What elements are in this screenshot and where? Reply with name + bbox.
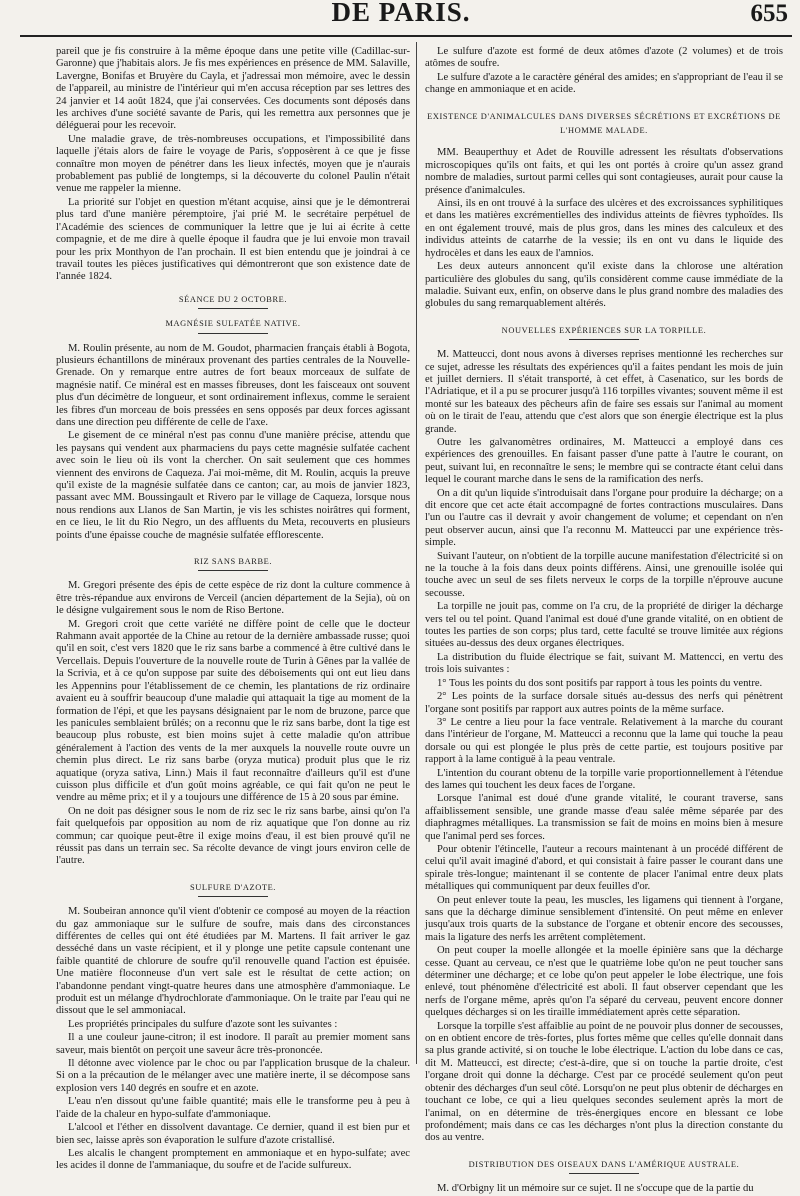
heading-rule: [198, 570, 268, 571]
column-divider: [416, 42, 417, 1064]
paragraph: Les deux auteurs annoncent qu'il existe dans la chlorose une altération particulière des globules du sang, qu'ils considèrent comme cause immédiate de la maladie. Suivant eux, enfin, on observe dans le plus grand nombre des maladies des globules du sang remarquablement altérés.: [425, 261, 783, 310]
paragraph: L'intention du courant obtenu de la torpille varie proportionnellement à l'étendue des lames qui touchent les deux faces de l'organe.: [425, 767, 783, 791]
paragraph: La distribution du fluide électrique se fait, suivant M. Mattencci, en vertu des trois lois suivantes :: [425, 651, 783, 676]
page-number: 655: [750, 0, 788, 27]
section-subheading-animalcules: L'HOMME MALADE.: [560, 126, 648, 136]
page-header: [0, 0, 800, 42]
paragraph: 1° Tous les points du dos sont positifs par rapport à tous les points du ventre.: [437, 677, 763, 689]
section-heading-riz: RIZ SANS BARBE.: [193, 557, 273, 567]
heading-rule: [569, 339, 639, 340]
session-heading: SÉANCE DU 2 OCTOBRE.: [178, 294, 288, 304]
paragraph: Outre les galvanomètres ordinaires, M. Matteucci a employé dans ces expériences des grenouilles. En faisant passer d'une patte à l'autre le courant, on peut, suivant lui, en reconnaître le sens; le membre qui se contracte étant celui dans lequel le courant marche dans le sens de la ramification des nerfs.: [425, 436, 783, 486]
paragraph: M. d'Orbigny lit un mémoire sur ce sujet. Il ne s'occupe que de la partie du: [437, 1183, 754, 1195]
paragraph: Ainsi, ils en ont trouvé à la surface des ulcères et des excroissances syphilitiques et dans les matières excrémentielles des individus atteints de fièvres typhoïdes. Ils en ont également trouvé, mais de plus gros, dans les mines des calculeux et des individus atteints de catarrhe de la vessie; ils en ont vu dans le liquide des hydrocèles et dans les eaux de l'amnios.: [425, 198, 783, 259]
paragraph: 3° Le centre a lieu pour la face ventrale. Relativement à la marche du courant dans l'intérieur de l'organe, M. Matteucci a reconnu que la lame qui touche la peau dorsale ou qui est plongée le plus près de cette partie, est toujours positive par rapport à la lame contiguë à la peau ventrale.: [425, 716, 783, 766]
paragraph: Le sulfure d'azote est formé de deux atômes d'azote (2 volumes) et de trois atômes de soufre.: [425, 46, 783, 70]
section-heading-azote: SULFURE D'AZOTE.: [189, 882, 277, 892]
right-column: [425, 46, 783, 1195]
paragraph: Lorsque l'animal est doué d'une grande vitalité, le courant traverse, sans affaiblissement sensible, une grande masse d'eau salée même séparée par des diaphragmes métalliques. La transmission se fait de moins en moins bien à mesure que l'animal perd ses forces.: [425, 793, 783, 842]
paragraph: pareil que je fis construire à la même époque dans une petite ville (Cadillac-sur-Garonne) que j'habitais alors. Je fis mes expériences en présence de MM. Salaville, Lavergne, Bonifas et Bruyère du Cayla, et j'adressai mon mémoire, avec le dessin de l'appareil, au ministre de l'intérieur qui m'en accusa réception par ses lettres des 24 janvier et 14 août 1824, que j'ai conservées. Ces documents sont déposés dans les archives d'une société savante de Paris, qui les remettra aux personnes que je déléguerai pour les recevoir.: [56, 46, 410, 132]
paragraph: On ne doit pas désigner sous le nom de riz sec le riz sans barbe, ainsi qu'on l'a fait quelquefois par opposition au nom de riz aquatique que l'on donne au riz commun; car quoique peut-être il exige moins d'eau, il est bien prouvé qu'il ne réussit pas dans un terrain sec. Sa récolte devance de vingt jours environ celle de l'autre.: [56, 805, 410, 867]
paragraph: On a dit qu'un liquide s'introduisait dans l'organe pour produire la décharge; on a dit encore que cet acte était accompagné de fortes contractions musculaires. Dans l'un ou l'autre cas il devrait y avoir changement de volume; et cependant on n'en peut observer aucun, ainsi que l'a reconnu M. Matteucci par une expérience très-simple.: [425, 487, 783, 549]
paragraph: M. Gregori présente des épis de cette espèce de riz dont la culture commence à être très-répandue aux environs de Verceil (ancien département de la Sejia), où on le désigne vulgairement sous le nom de Riso Bertone.: [56, 580, 410, 617]
page-title: DE PARIS.: [331, 0, 471, 27]
paragraph: L'eau n'en dissout qu'une faible quantité; mais elle le transforme peu à peu à l'aide de la chaleur en hypo-sulfate d'ammoniaque.: [56, 1096, 410, 1120]
paragraph: La priorité sur l'objet en question m'étant acquise, ainsi que je le démontrerai plus tard d'une manière péremptoire, j'ai prié M. le secrétaire perpétuel de l'Académie des sciences de communiquer la lettre que je lui ai écrite à cette compagnie, et de me dire à quelle époque il faudra que je lui envoie mon travail pour les prix Monthyon de l'an prochain. Il est bien entendu que je joindrai à ce travail toutes les pièces justificatives qui démontreront que son existence date de l'année 1824.: [56, 196, 410, 283]
section-heading-magnesie: MAGNÉSIE SULFATÉE NATIVE.: [165, 319, 301, 329]
paragraph: M. Gregori croit que cette variété ne diffère point de celle que le docteur Rahmann avait apportée de la Chine au retour de la dernière ambassade russe; quoi qu'il en soit, c'est vers 1820 que le riz sans barbe a commencé à être cultivé dans le Vercellais. Depuis l'ouverture de la nouvelle route de Turin à Gênes par la vallée de la Scrivia, et à ce qu'on suppose par suite des déboisements qui ont eut lieu dans les Appennins pour l'établissement de ce chemin, les plantations de riz ordinaire avaient eu à souffrir beaucoup d'une maladie qui attaquait la tige au moment de la formation de l'épi, et que les paysans désignaient par le nom de bruzone, parce que les panicules semblaient brûlés; on a reconnu que le riz sans barbe, dont la tige est beaucoup plus robuste, est bien moins sujet à cette maladie qu'on attribue généralement à l'action des vents de la mer auxquels la nouvelle route ouvre un chemin plus direct. Le riz sans barbe (oryza mutica) produit plus que le riz aquatique (oryza sativa, Linn.) Mais il faut reconnaître d'ailleurs qu'il est d'une cuisson plus difficile et d'un goût moins agréable, ce qui fait qu'on ne peut le vendre au même prix; et il y a toujours une différence de 15 à 20 sous par émine.: [56, 618, 410, 804]
paragraph: Pour obtenir l'étincelle, l'auteur a recours maintenant à un procédé différent de celui qu'il avait imaginé d'abord, et qui consistait à faire passer le courant dans une spirale très-longue; maintenant il se contente de placer l'animal entre deux plats métalliques qui communiquent par deux feuilles d'or.: [425, 843, 783, 893]
paragraph: L'alcool et l'éther en dissolvent davantage. Ce dernier, quand il est bien pur et bien sec, laisse après son évaporation le sulfure d'azote cristallisé.: [56, 1122, 410, 1146]
section-heading-oiseaux: DISTRIBUTION DES OISEAUX DANS L'AMÉRIQUE AUSTRALE.: [468, 1159, 740, 1169]
paragraph: On peut couper la moelle allongée et la moelle épinière sans que la décharge cesse. Quant au cerveau, ce n'est que le quatrième lobe qu'on ne peut toucher sans déterminer une décharge; et ce lobe qu'on peut appeler le lobe électrique, une fois enlevé, tout phénomène d'électricité est aboli. Il faut observer cependant que les nerfs de l'organe même, après qu'on l'a séparé du cerveau, peuvent encore donner quelques décharges si on les tiraille immédiatement après cette séparation.: [425, 945, 783, 1019]
paragraph: La torpille ne jouit pas, comme on l'a cru, de la propriété de diriger la décharge vers tel ou tel point. Quand l'animal est doué d'une grande vitalité, on en obtient de toutes les parties de son corps; plus tard, cette faculté se trouve limitée aux régions situées au-dessus des deux organes électriques.: [425, 601, 783, 650]
paragraph: M. Matteucci, dont nous avons à diverses reprises mentionné les recherches sur ce sujet, adresse les résultats des expériences qu'il a faites pendant les mois de juin et juillet derniers. Il s'était transporté, à cet effet, à Casenatico, sur les bords de l'Adriatique, et il a pu se procurer jusqu'à 116 torpilles vivantes; souvent même il est monté sur les bateaux des pêcheurs afin de faire ses essais sur l'animal au moment où on le tirait de l'eau, attendu que c'est alors que son énergie électrique est la plus grande.: [425, 349, 783, 435]
paragraph: Lorsque la torpille s'est affaiblie au point de ne pouvoir plus donner de secousses, on en obtient encore de très-fortes, plus fortes même que celles qu'elle donnait dans sa plus grande activité, si on touche le lobe électrique. L'action du lobe dans ce cas, dit M. Matteucci, est directe; c'est-à-dire, que si on touche la partie droite, c'est l'organe droit qui donne la décharge. C'est par ce procédé seulement qu'on peut obtenir des décharges d'un seul côté. Lorsqu'on ne peut plus obtenir de décharges en touchant ce lobe, ce qui a lieu quelques secondes seulement après la mort de l'animal, on en détermine de très-énergiques encore en blessant ce lobe profondément; mais dans ce cas les décharges n'ont plus la direction constante du dos au ventre.: [425, 1020, 783, 1144]
paragraph: M. Soubeiran annonce qu'il vient d'obtenir ce composé au moyen de la réaction du gaz ammoniaque sur le sulfure de soufre, mais dans des circonstances différentes de celles qui ont été étudiées par M. Martens. Il fait arriver le gaz desséché dans un vaste récipient, et il y plonge une petite capsule contenant une faible quantité de chlorure de soufre qu'il renouvelle quand l'action est épuisée. Une matière floconneuse d'un vert sale est le résultat de cette action; on l'abandonne pendant vingt-quatre heures dans une atmosphère d'ammoniaque. Le produit est un mélange d'hydrochlorate d'ammoniaque. On le traite par l'eau qui ne dissout que le sel ammoniacal.: [56, 906, 410, 1017]
heading-rule: [569, 1173, 639, 1174]
paragraph: 2° Les points de la surface dorsale situés au-dessus des nerfs qui pénètrent l'organe sont positifs par rapport aux autres points de la même surface.: [425, 691, 783, 715]
section-heading-animalcules: EXISTENCE D'ANIMALCULES DANS DIVERSES SÉCRÉTIONS ET EXCRÉTIONS DE: [427, 111, 781, 121]
paragraph: MM. Beauperthuy et Adet de Rouville adressent les résultats d'observations microscopiques qu'ils ont faits, et qui les ont portés à croire qu'un assez grand nombre de maladies, surtout parmi celles qui sont contagieuses, aurait pour cause la présence d'animalcules.: [425, 147, 783, 196]
paragraph: Suivant l'auteur, on n'obtient de la torpille aucune manifestation d'électricité si on ne la touche à la fois dans deux points différens. Ainsi, une grenouille isolée qui touche avec un seul de ses filets nerveux le corps de la torpille n'éprouve aucune secousse.: [425, 550, 783, 599]
paragraph: Le sulfure d'azote a le caractère général des amides; en s'appropriant de l'eau il se change en ammoniaque et en acide.: [425, 71, 783, 96]
paragraph: Il détonne avec violence par le choc ou par l'application brusque de la chaleur. Si on a la précaution de le mélanger avec une matière inerte, il se décompose sans explosion vers 140 degrés en soufre et en azote.: [56, 1058, 410, 1094]
section-heading-torpille: NOUVELLES EXPÉRIENCES SUR LA TORPILLE.: [501, 325, 707, 335]
paragraph: M. Roulin présente, au nom de M. Goudot, pharmacien français établi à Bogota, plusieurs échantillons de minéraux provenant des parties centrales de la Nouvelle-Grenade. On y remarque entre autres de fort beaux morceaux de sulfate de magnésie natif. Ce minéral est en masses fibreuses, dont les faisceaux ont souvent plus d'un décimètre de longueur, et sont ordinairement inflexus, comme le seraient les fibres d'un morceau de bois pressées en sens opposés par deux forces agissant dans une direction peu différente de celle de l'axe.: [56, 342, 410, 428]
header-rule: [20, 35, 792, 37]
heading-rule: [198, 896, 268, 897]
left-column: [56, 46, 410, 1172]
paragraph: Il a une couleur jaune-citron; il est inodore. Il paraît au premier moment sans saveur, mais bientôt on perçoit une saveur âcre très-prononcée.: [56, 1032, 410, 1056]
heading-rule: [198, 308, 268, 309]
paragraph: Une maladie grave, de très-nombreuses occupations, et l'impossibilité dans laquelle j'étais alors de faire le voyage de Paris, s'opposèrent à ce que je fisse connaître mon moyen de pénétrer dans les lieux infectés, moyen que je n'aurais probablement pas publié de longtemps, si la découverte du colonel Paulin n'était venue me rappeler la mienne.: [56, 133, 410, 195]
paragraph: Le gisement de ce minéral n'est pas connu d'une manière précise, attendu que les paysans qui vendent aux pharmaciens du pays cette magnésie sulfatée cachent avec soin le lieu où ils vont la chercher. On sait seulement que ces hommes viennent des environs de Caqueza. J'ai moi-même, dit M. Roulin, acquis la preuve qu'il existe de la magnésie sulfatée dans ce canton; car, au mois de janvier 1823, passant avec MM. Boussingault et Rivero par le village de Caqueza, lorsque nous nous rendions aux Llanos de San Martin, je vis les schistes noirâtres qui forment, en ce lieu, le lit du Rio Negro, un des affluents du Meta, recouverts en plusieurs points d'une épaisse couche de magnésie sulfatée efflorescente.: [56, 430, 410, 541]
heading-rule: [198, 333, 268, 334]
paragraph: Les alcalis le changent promptement en ammoniaque et en hypo-sulfate; avec les acides il donne de l'ammaniaque, du soufre et de l'acide sulfureux.: [56, 1147, 410, 1172]
paragraph: On peut enlever toute la peau, les muscles, les ligamens qui tiennent à l'organe, sans que la décharge diminue sensiblement d'intensité. On peut même en enlever jusqu'aux trois quarts de la substance de l'organe et obtenir encore des secousses, mais la ligature des nerfs les arrêtent complètement.: [425, 894, 783, 943]
paragraph: Les propriétés principales du sulfure d'azote sont les suivantes :: [68, 1018, 338, 1030]
